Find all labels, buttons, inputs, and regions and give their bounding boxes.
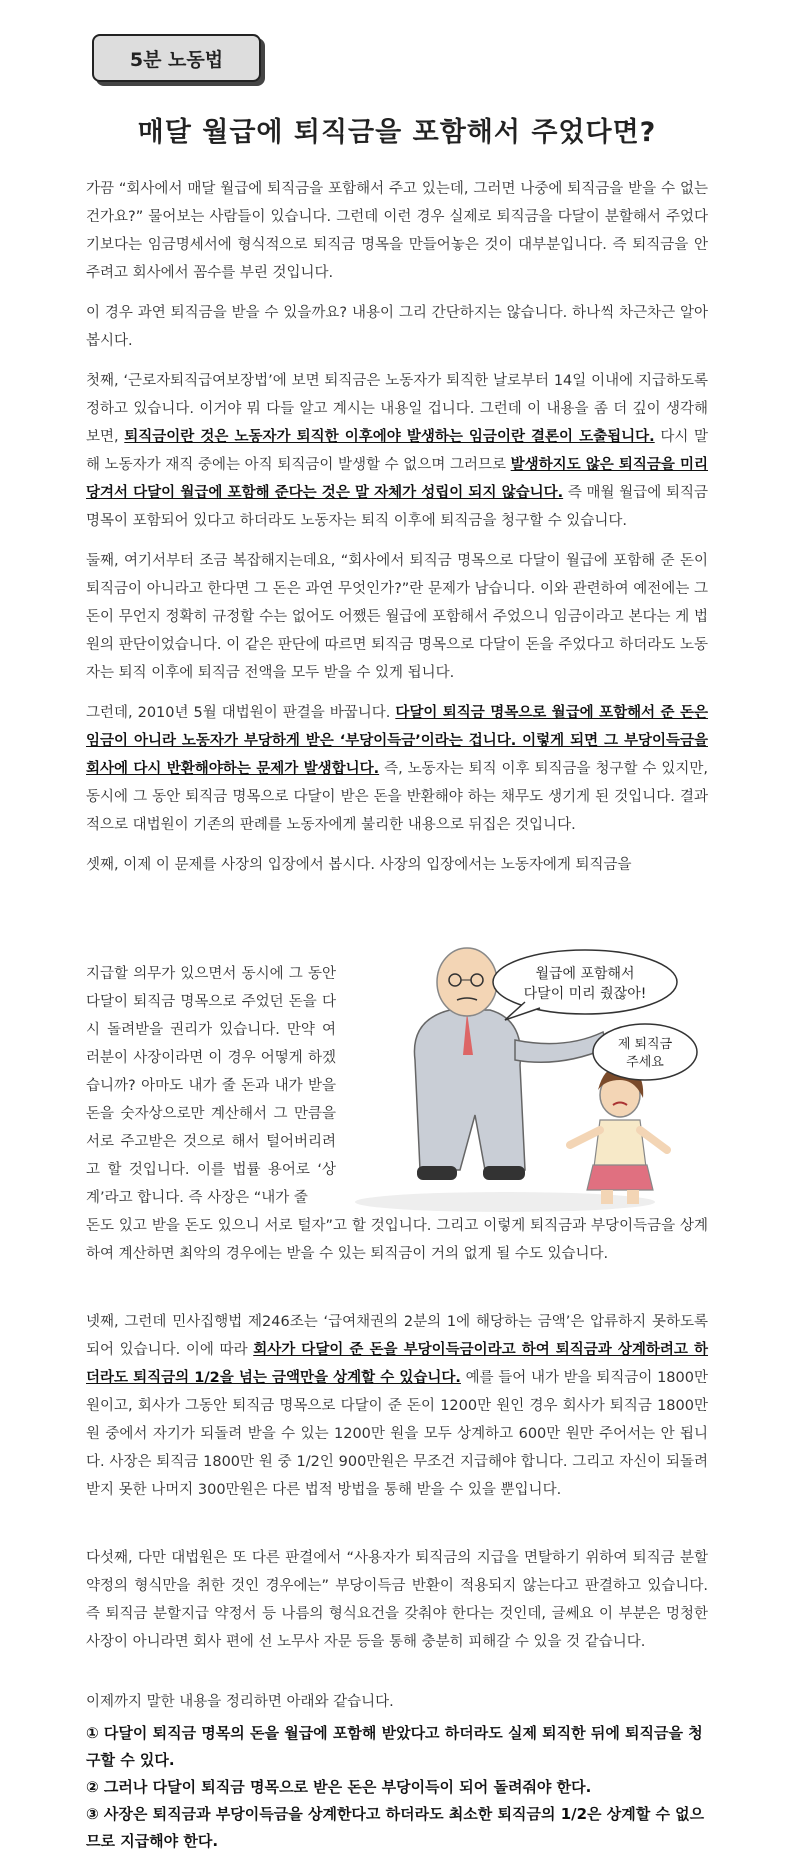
boss-and-worker-illustration bbox=[355, 940, 710, 1215]
bubble-text-1a: 월급에 포함해서 bbox=[535, 966, 635, 982]
paragraph-supreme-court: 그런데, 2010년 5월 대법원이 판결을 바꿉니다. 다달이 퇴직금 명목으로 월급에 포함해서 준 돈은 임금이 아니라 노동자가 부당하게 받은 ‘부당이득금’이라는 겁니다. 이렇게 되면 그 부당이득금을 회사에 다시 반환해야하는 문제가 발생합니다. 즉, 노동자는 퇴직 이후 퇴직금을 청구할 수 있지만, 동시에 그 동안 퇴직금 명목으로 다달이 받은 돈을 반환해야 하는 채무도 생기게 된 것입니다. 결과적으로 대법원이 기존의 판례를 노동자에게 불리한 내용으로 뒤집은 것입니다. bbox=[86, 705, 708, 833]
paragraph-intro: 가끔 “회사에서 매달 월급에 퇴직금을 포함해서 주고 있는데, 그러면 나중에 퇴직금을 받을 수 없는 건가요?” 물어보는 사람들이 있습니다. 그런데 이런 경우 실제로 퇴직금을 다달이 분할해서 주었다기보다는 임금명세서에 형식적으로 퇴직금 명목을 만들어놓은 것이 대부분입니다. 즉 퇴직금을 안 주려고 회사에서 꼼수를 부린 것입니다. bbox=[86, 181, 708, 281]
page-title: 매달 월급에 퇴직금을 포함해서 주었다면? bbox=[137, 117, 657, 148]
bubble-text-2a: 제 퇴직금 bbox=[617, 1037, 673, 1052]
underline-text: 회사가 다달이 준 돈을 부당이득금이라고 하여 퇴직금과 상계하려고 하더라도 퇴직금의 1/2을 넘는 금액만을 상계할 수 있습니다. bbox=[86, 1342, 708, 1386]
body-top bbox=[86, 175, 708, 879]
underline-text: 발생하지도 않은 퇴직금을 미리 당겨서 다달이 월급에 포함해 준다는 것은 말 자체가 성립이 되지 않습니다. bbox=[86, 457, 709, 501]
bubble-text-2b: 주세요 bbox=[626, 1055, 664, 1070]
summary-item-3: ③ 사장은 퇴직금과 부당이득금을 상계한다고 하더라도 최소한 퇴직금의 1/2은 상계할 수 없으므로 지급해야 한다. bbox=[86, 1805, 705, 1850]
paragraph-third-wrapped: 지급할 의무가 있으면서 동시에 그 동안 다달이 퇴직금 명목으로 주었던 돈을 다시 돌려받을 권리가 있습니다. 만약 여러분이 사장이라면 이 경우 어떻게 하겠습니까? 아마도 내가 줄 돈과 내가 받을 돈을 숫자상으로만 계산해서 그 만큼을 서로 주고받은 것으로 해서 털어버리려고 할 것입니다. 이를 법률 용어로 ‘상계’라고 합니다. 즉 사장은 “내가 줄 bbox=[86, 966, 336, 1206]
underline-text: 퇴직금이란 것은 노동자가 퇴직한 이후에야 발생하는 임금이란 결론이 도출됩니다. bbox=[124, 429, 655, 445]
paragraph-second: 둘째, 여기서부터 조금 복잡해지는데요, “회사에서 퇴직금 명목으로 다달이 월급에 포함해 준 돈이 퇴직금이 아니라고 한다면 그 돈은 과연 무엇인가?”란 문제가 남습니다. 이와 관련하여 예전에는 그 돈이 무언지 정확히 규정할 수는 없어도 어쨌든 월급에 포함해서 주었으니 임금이라고 본다는 게 법원의 판단이었습니다. 이 같은 판단에 따르면 퇴직금 명목으로 다달이 돈을 주었다고 하더라도 노동자는 퇴직 이후에 퇴직금 전액을 모두 받을 수 있게 됩니다. bbox=[86, 553, 708, 681]
paragraph-third-end: 돈도 있고 받을 돈도 있으니 서로 털자”고 할 것입니다. 그리고 이렇게 퇴직금과 부당이득금을 상계하여 계산하면 최악의 경우에는 받을 수 있는 퇴직금이 거의 없게 될 수도 있습니다. bbox=[86, 1218, 708, 1262]
paragraph-question: 이 경우 과연 퇴직금을 받을 수 있을까요? 내용이 그리 간단하지는 않습니다. 하나씩 차근차근 알아봅시다. bbox=[86, 305, 708, 349]
paragraph-summary-intro: 이제까지 말한 내용을 정리하면 아래와 같습니다. bbox=[86, 1694, 394, 1710]
paragraph-fourth: 넷째, 그런데 민사집행법 제246조는 ‘급여채권의 2분의 1에 해당하는 금액’은 압류하지 못하도록 되어 있습니다. 이에 따라 회사가 다달이 준 돈을 부당이득금이라고 하여 퇴직금과 상계하려고 하더라도 퇴직금의 1/2을 넘는 금액만을 상계할 수 있습니다. 예를 들어 내가 받을 퇴직금이 1800만 원이고, 회사가 그동안 퇴직금 명목으로 다달이 준 돈이 1200만 원인 경우 회사가 퇴직금 1800만 원 중에서 자기가 되돌려 받을 수 있는 1200만 원을 모두 상계하고 600만 원만 주어서는 안 됩니다. 사장은 퇴직금 1800만 원 중 1/2인 900만원은 무조건 지급해야 합니다. 그리고 자신이 되돌려 받지 못한 나머지 300만원은 다른 법적 방법을 통해 받을 수 있을 뿐입니다. bbox=[86, 1314, 708, 1498]
paragraph-first: 첫째, ‘근로자퇴직급여보장법’에 보면 퇴직금은 노동자가 퇴직한 날로부터 14일 이내에 지급하도록 정하고 있습니다. 이거야 뭐 다들 알고 계시는 내용일 겁니다. 그런데 이 내용을 좀 더 깊이 생각해 보면, 퇴직금이란 것은 노동자가 퇴직한 이후에야 발생하는 임금이란 결론이 도출됩니다. 다시 말해 노동자가 재직 중에는 아직 퇴직금이 발생할 수 없으며 그러므로 발생하지도 않은 퇴직금을 미리 당겨서 다달이 월급에 포함해 준다는 것은 말 자체가 성립이 되지 않습니다. 즉 매월 월급에 퇴직금 명목이 포함되어 있다고 하더라도 노동자는 퇴직 이후에 퇴직금을 청구할 수 있습니다. bbox=[86, 373, 709, 529]
underline-text: 다달이 퇴직금 명목으로 월급에 포함해서 준 돈은 임금이 아니라 노동자가 부당하게 받은 ‘부당이득금’이라는 겁니다. 이렇게 되면 그 부당이득금을 회사에 다시 반환해야하는 문제가 발생합니다. bbox=[86, 705, 708, 777]
illustration bbox=[355, 940, 710, 1215]
bubble-text-1b: 다달이 미리 줬잖아! bbox=[523, 986, 647, 1002]
speech-bubble-worker bbox=[593, 1024, 697, 1080]
paragraph-fifth: 다섯째, 다만 대법원은 또 다른 판결에서 “사용자가 퇴직금의 지급을 면탈하기 위하여 퇴직금 분할 약정의 형식만을 취한 것인 경우에는” 부당이득금 반환이 적용되지 않는다고 판결하고 있습니다. 즉 퇴직금 분할지급 약정서 등 나름의 형식요건을 갖춰야 한다는 것인데, 글쎄요 이 부분은 멍청한 사장이 아니라면 회사 편에 선 노무사 자문 등을 통해 충분히 피해갈 수 있을 것 같습니다. bbox=[86, 1550, 708, 1650]
body-bottom bbox=[86, 1212, 708, 1855]
summary-item-2: ② 그러나 다달이 퇴직금 명목으로 받은 돈은 부당이득이 되어 돌려줘야 한다. bbox=[86, 1778, 592, 1796]
section-tag: 5분 노동법 bbox=[92, 34, 261, 82]
paragraph-third-intro: 셋째, 이제 이 문제를 사장의 입장에서 봅시다. 사장의 입장에서는 노동자에게 퇴직금을 bbox=[86, 857, 632, 873]
summary-item-1: ① 다달이 퇴직금 명목의 돈을 월급에 포함해 받았다고 하더라도 실제 퇴직한 뒤에 퇴직금을 청구할 수 있다. bbox=[86, 1724, 703, 1769]
